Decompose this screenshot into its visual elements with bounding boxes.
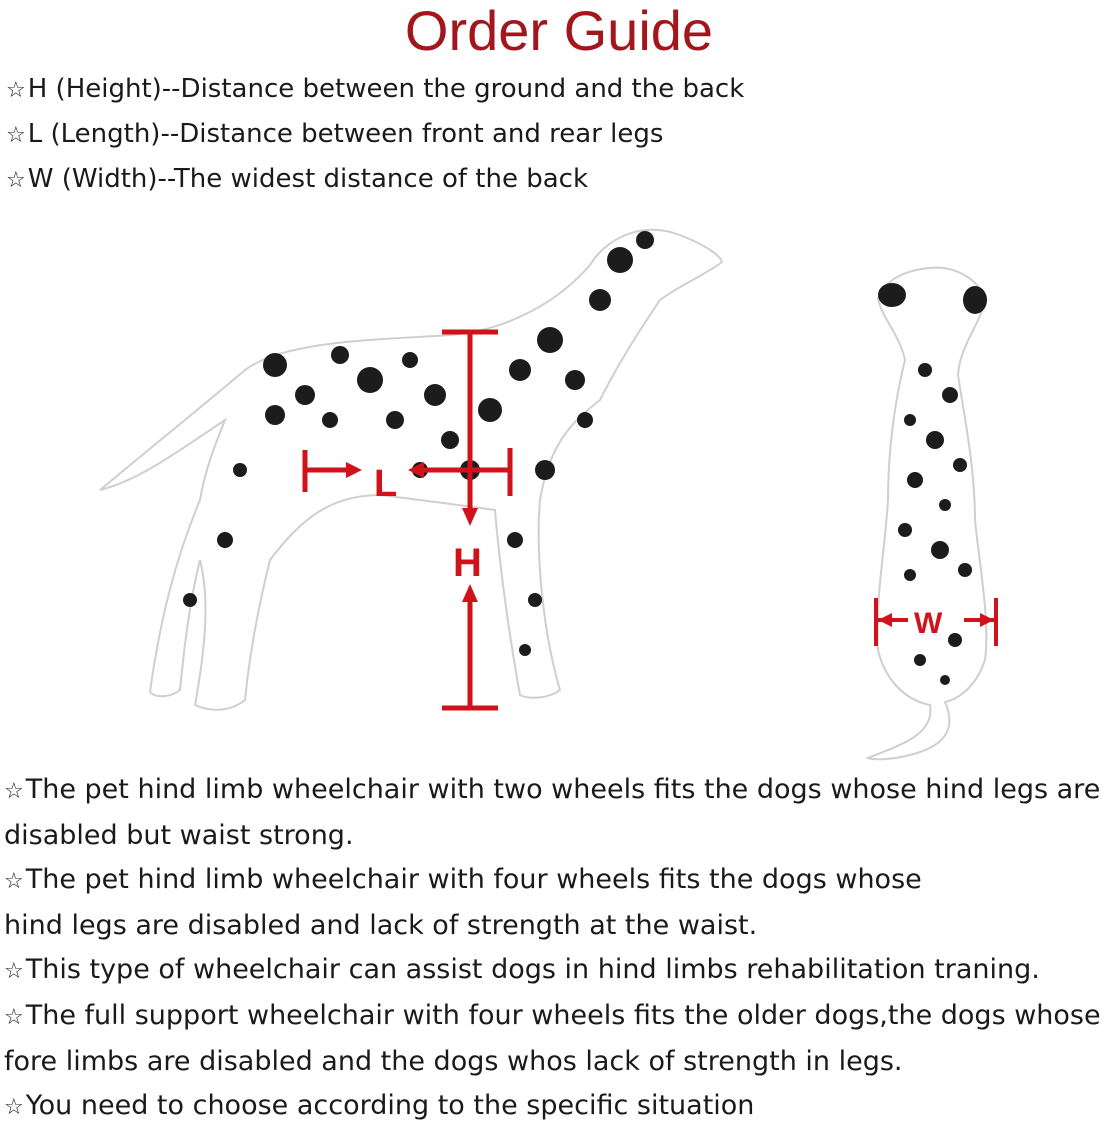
- measurement-diagram: [0, 205, 1118, 765]
- note-line: ☆The pet hind limb wheelchair with four wheels fits the dogs whose: [4, 864, 922, 895]
- star-icon: ☆: [6, 168, 26, 193]
- width-label: W: [914, 607, 943, 640]
- note-line: fore limbs are disabled and the dogs whos lack of strength in legs.: [4, 1046, 903, 1077]
- star-icon: ☆: [4, 1095, 24, 1120]
- definition-height: [6, 72, 744, 108]
- definition-width-text: W (Width)--The widest distance of the back: [27, 164, 589, 194]
- definition-width: [6, 162, 588, 198]
- length-label: L: [374, 463, 398, 505]
- definition-length: [6, 117, 663, 153]
- definition-length-text: L (Length)--Distance between front and rear legs: [27, 119, 664, 149]
- star-icon: ☆: [6, 123, 26, 148]
- note-line: hind legs are disabled and lack of strength at the waist.: [4, 910, 758, 941]
- star-icon: ☆: [4, 869, 24, 894]
- star-icon: ☆: [6, 78, 26, 103]
- star-icon: ☆: [4, 959, 24, 984]
- page-title: Order Guide: [404, 0, 714, 62]
- star-icon: ☆: [4, 1005, 24, 1030]
- note-line: ☆You need to choose according to the specific situation: [4, 1090, 755, 1121]
- note-line: ☆The pet hind limb wheelchair with two wheels fits the dogs whose hind legs are: [4, 774, 1101, 805]
- note-line: disabled but waist strong.: [4, 820, 354, 851]
- definition-height-text: H (Height)--Distance between the ground and the back: [27, 74, 745, 104]
- height-label: H: [453, 541, 482, 585]
- note-line: ☆This type of wheelchair can assist dogs in hind limbs rehabilitation traning.: [4, 954, 1040, 985]
- note-line: ☆The full support wheelchair with four wheels fits the older dogs,the dogs whose: [4, 1000, 1101, 1031]
- dalmatian-top-view: [868, 268, 986, 760]
- star-icon: ☆: [4, 779, 24, 804]
- notes-list: [4, 768, 1116, 1130]
